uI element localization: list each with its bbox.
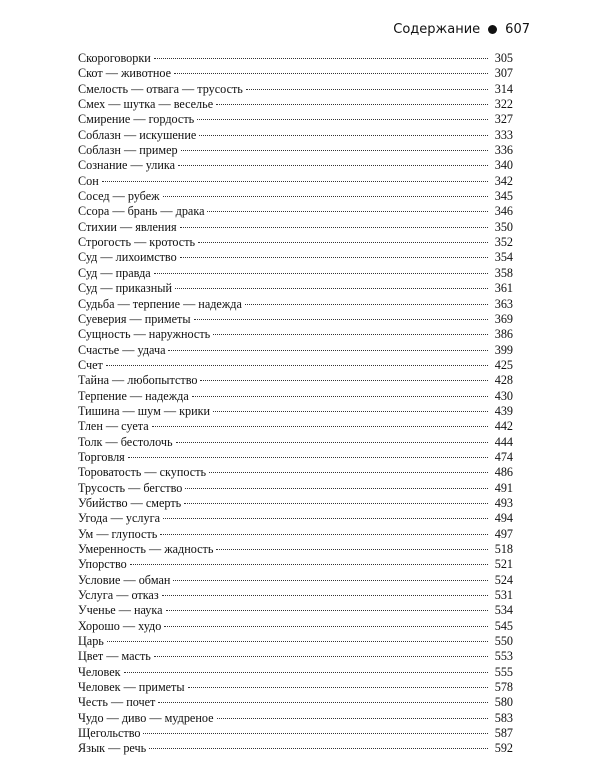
toc-entry[interactable] (78, 465, 513, 480)
toc-entry[interactable] (78, 542, 513, 557)
toc-entry-title: Смех — шутка — веселье (78, 97, 214, 112)
toc-entry-title: Ум — глупость (78, 526, 158, 541)
toc-entry-page: 442 (494, 419, 513, 434)
toc-entry-page: 386 (494, 327, 513, 342)
toc-entry[interactable] (78, 680, 513, 695)
toc-entry-page: 444 (494, 434, 513, 449)
toc-entry[interactable] (78, 66, 513, 81)
toc-entry-title: Упорство (78, 557, 127, 572)
dot-leader (158, 702, 488, 703)
toc-entry-page: 352 (494, 235, 513, 250)
dot-leader (245, 304, 488, 305)
toc-entry-title: Царь (78, 634, 104, 649)
toc-entry[interactable] (78, 373, 513, 388)
toc-entry-page: 497 (494, 526, 513, 541)
toc-entry[interactable] (78, 266, 513, 281)
toc-entry-page: 430 (494, 388, 513, 403)
toc-entry-page: 305 (494, 51, 513, 65)
toc-entry[interactable] (78, 158, 513, 173)
toc-entry-title: Сущность — наружность (78, 327, 211, 342)
toc-entry-title: Сосед — рубеж (78, 189, 160, 204)
dot-leader (217, 718, 488, 719)
toc-entry-page: 553 (494, 649, 513, 664)
toc-entry-page: 369 (494, 311, 513, 326)
dot-leader (154, 58, 488, 59)
toc-entry-page: 592 (494, 741, 513, 756)
toc-entry-title: Честь — почет (78, 695, 156, 710)
dot-leader (198, 242, 488, 243)
dot-leader (178, 165, 488, 166)
toc-entry-title: Тороватость — скупость (78, 465, 207, 480)
toc-entry-title: Сон (78, 173, 99, 188)
toc-entry[interactable] (78, 573, 513, 588)
toc-entry[interactable] (78, 726, 513, 741)
toc-entry-page: 474 (494, 449, 513, 464)
toc-entry-title: Ученье — наука (78, 603, 163, 618)
toc-entry[interactable] (78, 711, 513, 726)
toc-entry-title: Смирение — гордость (78, 112, 195, 127)
toc-entry-page: 336 (494, 143, 513, 158)
toc-entry[interactable] (78, 511, 513, 526)
toc-entry-title: Убийство — смерть (78, 495, 182, 510)
toc-entry-title: Тлен — суета (78, 419, 149, 434)
toc-entry-title: Ссора — брань — драка (78, 204, 205, 219)
toc-entry[interactable] (78, 250, 513, 265)
toc-entry-title: Счастье — удача (78, 342, 166, 357)
toc-entry-page: 425 (494, 357, 513, 372)
toc-entry-page: 524 (494, 572, 513, 587)
toc-entry-page: 346 (494, 204, 513, 219)
toc-entry[interactable] (78, 389, 513, 404)
toc-entry-title: Тишина — шум — крики (78, 403, 211, 418)
dot-leader (102, 181, 488, 182)
toc-entry-page: 428 (494, 373, 513, 388)
toc-entry[interactable] (78, 634, 513, 649)
toc-entry-title: Сознание — улика (78, 158, 176, 173)
toc-entry[interactable] (78, 312, 513, 327)
dot-leader (124, 672, 488, 673)
toc-entry[interactable] (78, 603, 513, 618)
toc-entry[interactable] (78, 97, 513, 112)
toc-entry-title: Скот — животное (78, 66, 172, 81)
toc-entry-page: 518 (494, 542, 513, 556)
toc-entry-title: Судьба — терпение — надежда (78, 296, 242, 311)
toc-entry[interactable] (78, 281, 513, 296)
dot-leader (175, 288, 488, 289)
toc-entry-page: 550 (494, 634, 513, 649)
dot-leader (194, 319, 488, 320)
dot-leader (176, 442, 488, 443)
toc-entry-title: Хорошо — худо (78, 618, 162, 633)
dot-leader (162, 595, 488, 596)
toc-entry-title: Суеверия — приметы (78, 311, 191, 326)
toc-entry-title: Смелость — отвага — трусость (78, 81, 243, 96)
dot-leader (192, 396, 488, 397)
toc-entry-page: 486 (494, 465, 513, 480)
toc-entry[interactable] (78, 112, 513, 127)
dot-leader (188, 687, 488, 688)
toc-entry-page: 354 (494, 250, 513, 265)
toc-entry-title: Суд — приказный (78, 281, 172, 296)
dot-leader (184, 503, 488, 504)
toc-entry-title: Чудо — диво — мудреное (78, 710, 214, 725)
toc-entry-title: Стихии — явления (78, 219, 177, 234)
toc-entry-page: 361 (494, 281, 513, 296)
toc-entry-page: 399 (494, 342, 513, 357)
dot-leader (173, 580, 488, 581)
dot-leader (130, 564, 488, 565)
dot-leader (185, 488, 488, 489)
toc-entry-title: Язык — речь (78, 741, 147, 756)
dot-leader (180, 257, 488, 258)
toc-entry[interactable] (78, 143, 513, 158)
running-header (393, 22, 530, 37)
toc-entry-page: 583 (494, 710, 513, 725)
toc-entry[interactable] (78, 419, 513, 434)
toc-entry[interactable] (78, 741, 513, 756)
dot-leader (152, 426, 488, 427)
toc-entry[interactable] (78, 51, 513, 66)
dot-leader (149, 748, 488, 749)
toc-entry-title: Суд — правда (78, 265, 151, 280)
dot-leader (246, 89, 488, 90)
dot-leader (160, 534, 488, 535)
toc-entry-title: Терпение — надежда (78, 388, 189, 403)
toc-entry-page: 587 (494, 726, 513, 741)
dot-leader (209, 472, 488, 473)
toc-entry[interactable] (78, 435, 513, 450)
toc-entry-title: Условие — обман (78, 572, 171, 587)
toc-entry-page: 322 (494, 97, 513, 112)
toc-entry-title: Торговля (78, 449, 125, 464)
bullet-dot-icon (488, 25, 497, 34)
dot-leader (213, 334, 488, 335)
toc-entry[interactable] (78, 82, 513, 97)
toc-entry-title: Цвет — масть (78, 649, 151, 664)
toc-entry-title: Человек (78, 664, 121, 679)
dot-leader (143, 733, 488, 734)
toc-entry-title: Умеренность — жадность (78, 542, 214, 556)
toc-entry-page: 580 (494, 695, 513, 710)
toc-entry-title: Услуга — отказ (78, 588, 159, 603)
dot-leader (197, 119, 488, 120)
page-number: 607 (505, 22, 530, 37)
toc-entry[interactable] (78, 128, 513, 143)
toc-entry-title: Соблазн — искушение (78, 127, 197, 142)
dot-leader (200, 380, 488, 381)
toc-entry-page: 350 (494, 219, 513, 234)
dot-leader (180, 227, 488, 228)
toc-entry[interactable] (78, 695, 513, 710)
toc-entry-page: 521 (494, 557, 513, 572)
toc-entry-page: 340 (494, 158, 513, 173)
toc-entry-page: 439 (494, 403, 513, 418)
toc-entry[interactable] (78, 665, 513, 680)
toc-entry-page: 358 (494, 265, 513, 280)
toc-entry-title: Угода — услуга (78, 511, 160, 526)
toc-entry-title: Счет (78, 357, 103, 372)
dot-leader (199, 135, 488, 136)
toc-entry-page: 363 (494, 296, 513, 311)
toc-entry[interactable] (78, 527, 513, 542)
dot-leader (216, 104, 488, 105)
toc-entry-title: Суд — лихоимство (78, 250, 177, 265)
toc-entry[interactable] (78, 174, 513, 189)
toc-entry[interactable] (78, 450, 513, 465)
toc-entry-title: Строгость — кротость (78, 235, 196, 250)
toc-entry-page: 342 (494, 173, 513, 188)
dot-leader (213, 411, 488, 412)
toc-entry-page: 578 (494, 680, 513, 695)
toc-entry[interactable] (78, 235, 513, 250)
toc-entry[interactable] (78, 481, 513, 496)
toc-entry-title: Скороговорки (78, 51, 151, 65)
toc-entry[interactable] (78, 343, 513, 358)
toc-entry[interactable] (78, 220, 513, 235)
dot-leader (107, 641, 488, 642)
toc-entry-page: 531 (494, 588, 513, 603)
toc-entry[interactable] (78, 557, 513, 572)
toc-entry[interactable] (78, 404, 513, 419)
toc-entry[interactable] (78, 327, 513, 342)
toc-entry-page: 314 (494, 81, 513, 96)
toc-entry[interactable] (78, 588, 513, 603)
dot-leader (166, 610, 489, 611)
dot-leader (168, 350, 488, 351)
toc-entry-title: Человек — приметы (78, 680, 185, 695)
dot-leader (154, 656, 488, 657)
toc-entry[interactable] (78, 204, 513, 219)
dot-leader (207, 211, 488, 212)
dot-leader (181, 150, 488, 151)
dot-leader (154, 273, 488, 274)
toc-entry-page: 493 (494, 495, 513, 510)
dot-leader (163, 196, 488, 197)
toc-entry-page: 307 (494, 66, 513, 81)
dot-leader (106, 365, 488, 366)
toc-entry[interactable] (78, 297, 513, 312)
dot-leader (128, 457, 488, 458)
dot-leader (216, 549, 488, 550)
toc-entry[interactable] (78, 649, 513, 664)
toc-entry[interactable] (78, 189, 513, 204)
toc-entry[interactable] (78, 496, 513, 511)
toc-entry-page: 327 (494, 112, 513, 127)
toc-entry-title: Трусость — бегство (78, 480, 183, 495)
toc-entry[interactable] (78, 619, 513, 634)
toc-entry-page: 345 (494, 189, 513, 204)
toc-entry[interactable] (78, 358, 513, 373)
toc-entry-page: 494 (494, 511, 513, 526)
table-of-contents (78, 51, 513, 757)
toc-entry-title: Соблазн — пример (78, 143, 178, 158)
dot-leader (163, 518, 488, 519)
toc-entry-page: 555 (494, 664, 513, 679)
toc-entry-page: 545 (494, 618, 513, 633)
toc-entry-page: 491 (494, 480, 513, 495)
dot-leader (164, 626, 488, 627)
toc-entry-title: Толк — бестолочь (78, 434, 173, 449)
dot-leader (174, 73, 488, 74)
toc-entry-title: Щегольство (78, 726, 141, 741)
toc-entry-page: 333 (494, 127, 513, 142)
toc-entry-title: Тайна — любопытство (78, 373, 198, 388)
toc-entry-page: 534 (494, 603, 513, 618)
section-title: Содержание (393, 22, 481, 37)
